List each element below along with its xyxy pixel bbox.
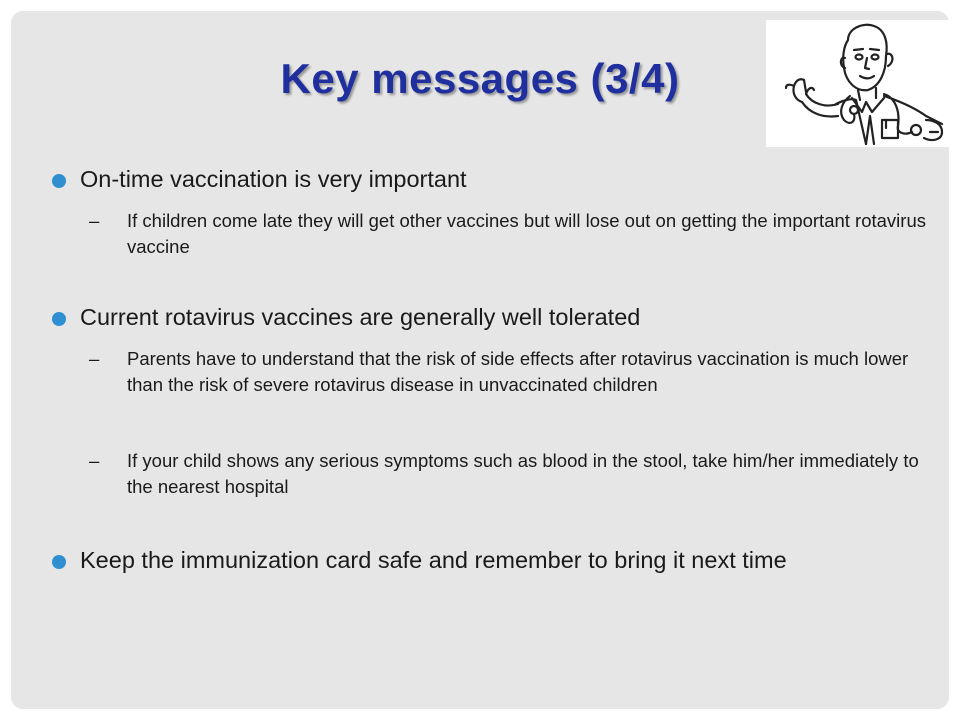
slide-title-text: Key messages (3/4): [280, 55, 680, 102]
dash-icon: –: [89, 450, 100, 471]
dash-icon: –: [89, 348, 100, 369]
bullet-text: On-time vaccination is very important: [80, 166, 467, 192]
bullet-dot-icon: [52, 555, 66, 569]
sub-bullet-text: If your child shows any serious symptoms such as blood in the stool, take him/her immediately to the nearest hospital: [127, 450, 919, 497]
sub-bullet-text: Parents have to understand that the risk of side effects after rotavirus vaccination is much lower than the risk of severe rotavirus disease in unvaccinated children: [127, 348, 909, 395]
bullet-dot-icon: [52, 174, 66, 188]
dash-icon: –: [89, 210, 100, 231]
sub-bullet-text: If children come late they will get other vaccines but will lose out on getting the important rotavirus vaccine: [127, 210, 926, 257]
bullet-text: Keep the immunization card safe and remember to bring it next time: [80, 547, 787, 573]
slide: [11, 11, 949, 709]
bullet-text: Current rotavirus vaccines are generally well tolerated: [80, 304, 641, 330]
bullet-dot-icon: [52, 312, 66, 326]
doctor-illustration: [766, 20, 952, 147]
doctor-with-stethoscope-icon: [766, 20, 952, 147]
